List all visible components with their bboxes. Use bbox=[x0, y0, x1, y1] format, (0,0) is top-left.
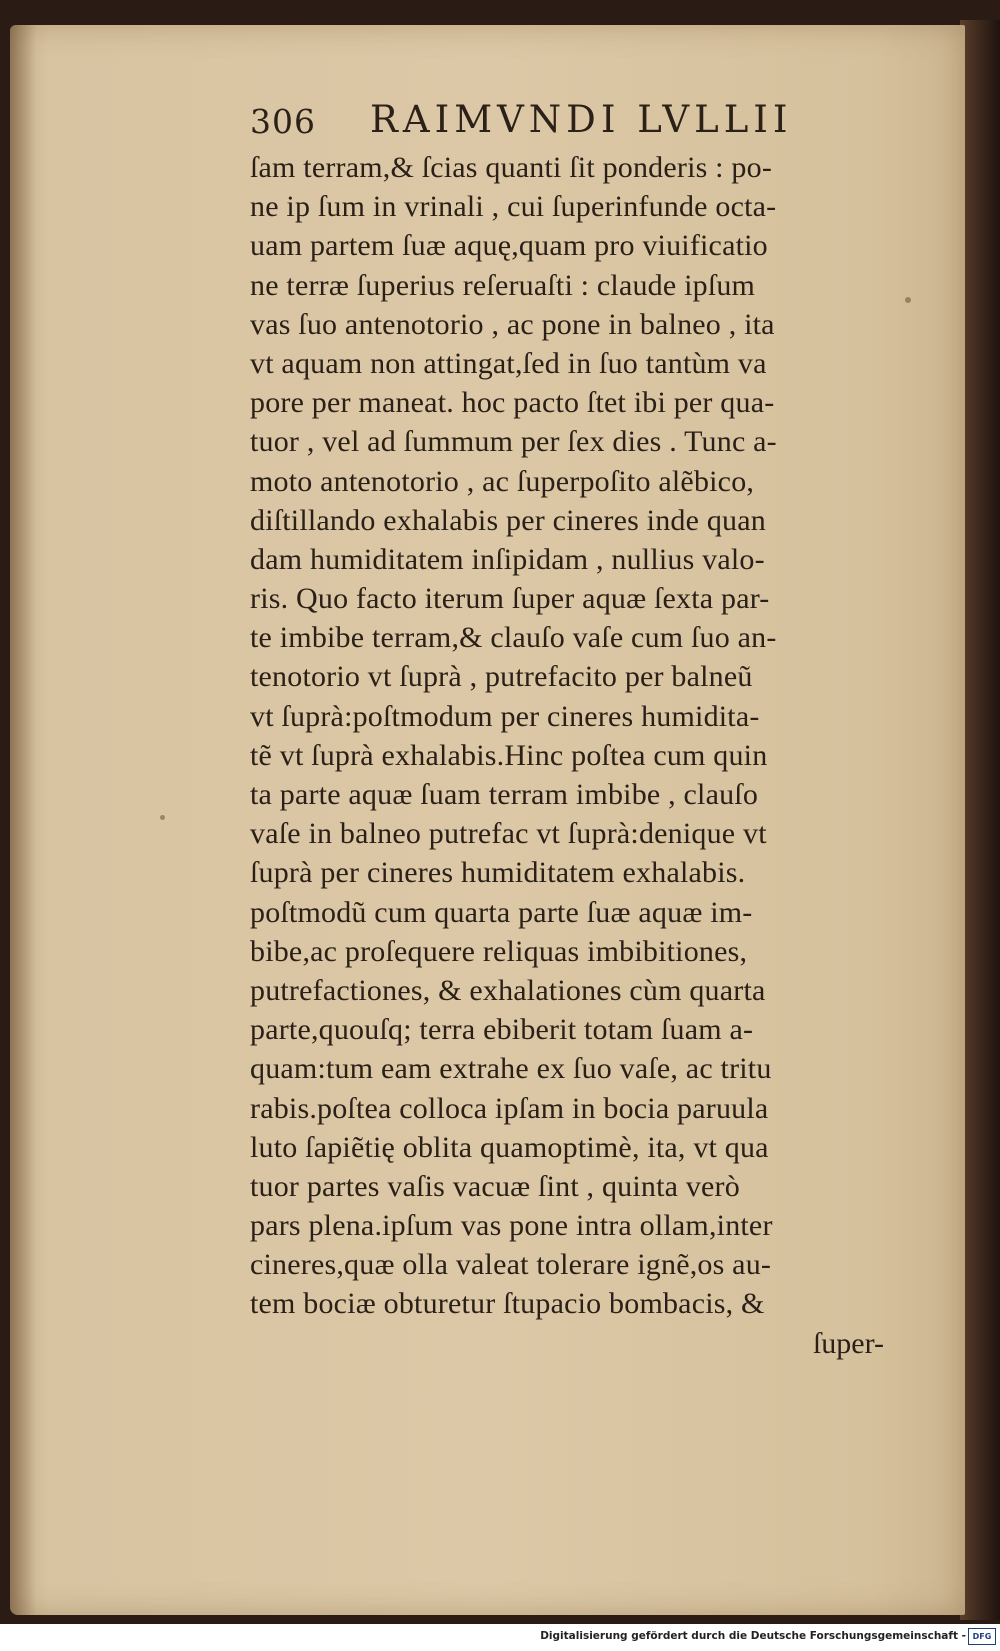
funding-credit: Digitalisierung gefördert durch die Deutsche Forschungsgemeinschaft - bbox=[540, 1630, 966, 1642]
text-line: poſtmodũ cum quarta parte ſuæ aquæ im- bbox=[250, 895, 753, 929]
text-line: ſuprà per cineres humiditatem exhalabis. bbox=[250, 856, 746, 890]
text-line: bibe,ac proſequere reliquas imbibitiones, bbox=[250, 934, 748, 968]
text-line: moto antenotorio , ac ſuperpoſito alẽbico, bbox=[250, 464, 755, 498]
text-line: cineres,quæ olla valeat tolerare ignẽ,os au- bbox=[250, 1248, 772, 1282]
text-line: pars plena.ipſum vas pone intra ollam,inter bbox=[250, 1209, 773, 1243]
text-line: tem bociæ obturetur ſtupacio bombacis, & bbox=[250, 1287, 765, 1321]
text-line: parte,quouſq; terra ebiberit totam ſuam a- bbox=[250, 1013, 754, 1047]
paper-speck bbox=[905, 297, 911, 303]
text-line: uam partem ſuæ aquę,quam pro viuificatio bbox=[250, 229, 768, 263]
text-line: tenotorio vt ſuprà , putrefacito per balneũ bbox=[250, 660, 753, 694]
digitization-footer bbox=[0, 1624, 1000, 1651]
catchword: ſuper- bbox=[812, 1326, 884, 1360]
text-line: vt ſuprà:poſtmodum per cineres humidita- bbox=[250, 699, 760, 733]
dfg-logo-icon: DFG bbox=[968, 1628, 996, 1645]
text-line: tuor , vel ad ſummum per ſex dies . Tunc a- bbox=[250, 425, 777, 459]
text-line: luto ſapiẽtię oblita quamoptimè, ita, vt qua bbox=[250, 1130, 769, 1164]
text-line: vas ſuo antenotorio , ac pone in balneo , ita bbox=[250, 307, 775, 341]
paper-speck bbox=[160, 815, 165, 820]
body-text bbox=[250, 148, 890, 1363]
text-line: tẽ vt ſuprà exhalabis.Hinc poſtea cum quin bbox=[250, 738, 768, 772]
page-number: 306 bbox=[250, 102, 316, 141]
text-line: putrefactiones, & exhalationes cùm quarta bbox=[250, 973, 766, 1007]
book-edge bbox=[960, 20, 1000, 1620]
text-line: te imbibe terram,& clauſo vaſe cum ſuo an- bbox=[250, 621, 777, 655]
text-line: dam humiditatem inſipidam , nullius valo- bbox=[250, 542, 765, 576]
text-line: tuor partes vaſis vacuæ ſint , quinta verò bbox=[250, 1169, 740, 1203]
text-line: pore per maneat. hoc pacto ſtet ibi per qua- bbox=[250, 386, 775, 420]
text-line: ſam terram,& ſcias quanti ſit ponderis : po- bbox=[250, 151, 773, 184]
page-header bbox=[250, 98, 850, 148]
text-line: ta parte aquæ ſuam terram imbibe , clauſo bbox=[250, 778, 759, 811]
text-line: ris. Quo facto iterum ſuper aquæ ſexta par- bbox=[250, 582, 770, 616]
text-line: ne ip ſum in vrinali , cui ſuperinfunde octa- bbox=[250, 190, 777, 224]
running-head: RAIMVNDI LVLLII bbox=[370, 98, 793, 141]
text-line: diſtillando exhalabis per cineres inde quan bbox=[250, 503, 766, 537]
text-line: vaſe in balneo putrefac vt ſuprà:denique vt bbox=[250, 817, 767, 851]
text-line: quam:tum eam extrahe ex ſuo vaſe, ac tritu bbox=[250, 1052, 772, 1086]
text-line: ne terræ ſuperius reſeruaſti : claude ipſum bbox=[250, 268, 756, 302]
text-line: vt aquam non attingat,ſed in ſuo tantùm va bbox=[250, 346, 767, 380]
text-line: rabis.poſtea colloca ipſam in bocia paruula bbox=[250, 1091, 769, 1125]
